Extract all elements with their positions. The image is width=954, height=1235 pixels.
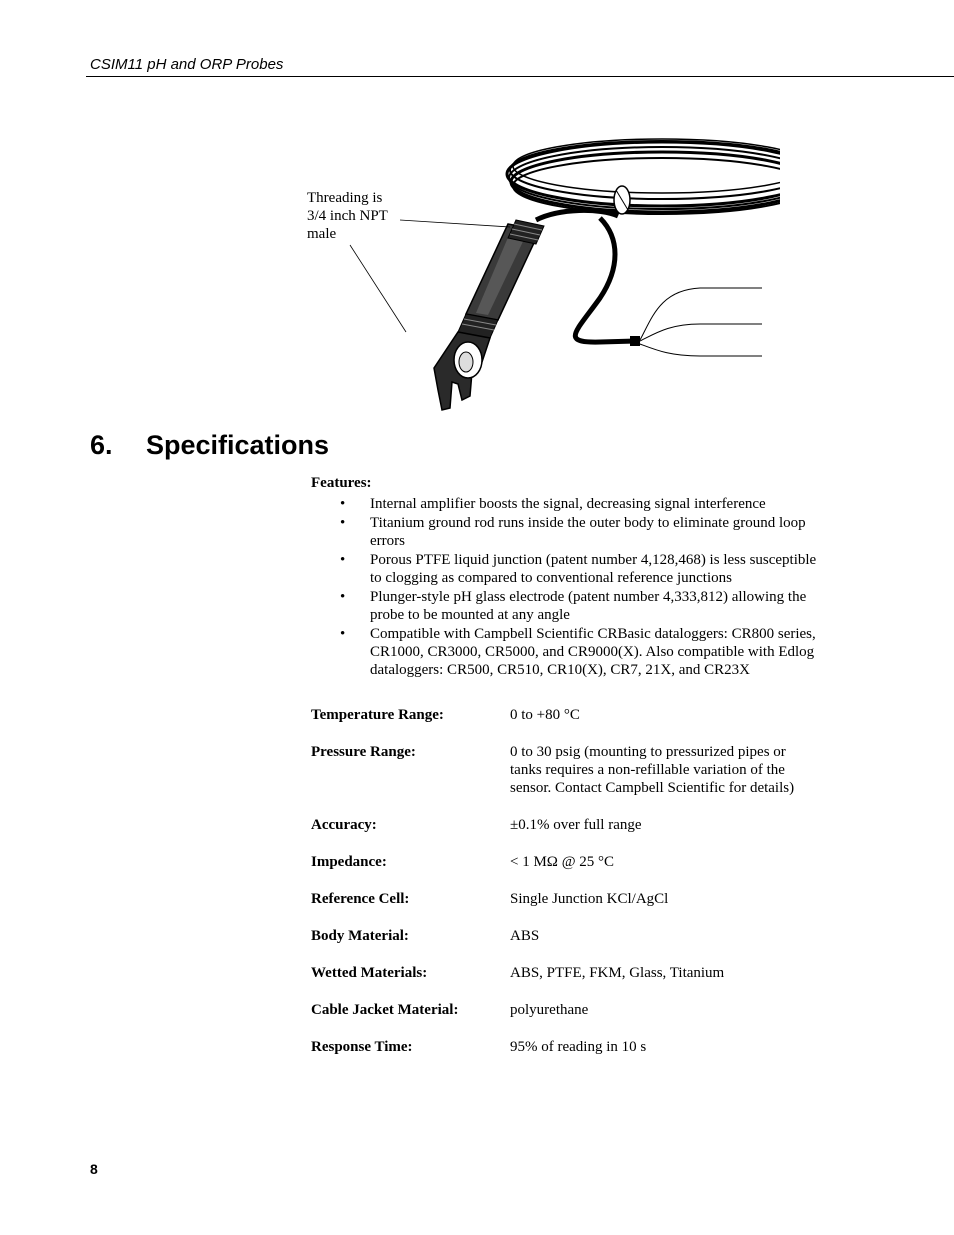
spec-row (311, 816, 821, 834)
spec-value: 0 to +80 °C (510, 707, 580, 723)
spec-label: Cable Jacket Material: (311, 1002, 459, 1018)
bullet-icon: • (340, 589, 346, 605)
page-number: 8 (90, 1161, 98, 1177)
probe-cable (536, 210, 618, 220)
list-item (311, 625, 821, 679)
spec-table (311, 706, 821, 1056)
spec-label: Response Time: (311, 1039, 413, 1055)
spec-row (311, 1001, 821, 1019)
header-rule (86, 76, 954, 77)
spec-row (311, 927, 821, 945)
spec-label: Temperature Range: (311, 707, 444, 723)
feature-text: Internal amplifier boosts the signal, decreasing signal interference (370, 496, 766, 512)
spec-row (311, 890, 821, 908)
spec-row (311, 743, 821, 797)
list-item (311, 495, 821, 513)
spec-label: Impedance: (311, 854, 387, 870)
spec-row (311, 706, 821, 724)
callout-line: 3/4 inch NPT (307, 208, 388, 224)
spec-label: Accuracy: (311, 817, 377, 833)
specifications-body (311, 474, 821, 1075)
probe-illustration (300, 128, 780, 424)
spec-value: 0 to 30 psig (mounting to pressurized pipes or tanks requires a non-refillable variation of the sensor. Contact Campbell Scientific for details) (510, 744, 795, 796)
feature-list (311, 495, 821, 679)
callout-line: male (307, 226, 337, 242)
section-number: 6. (90, 430, 113, 460)
spec-value: ABS (510, 928, 540, 944)
feature-text: Plunger-style pH glass electrode (patent number 4,333,812) allowing the probe to be mounted at any angle (370, 589, 807, 623)
threading-callout (307, 189, 407, 243)
probe-body (434, 220, 544, 410)
spec-label: Wetted Materials: (311, 965, 428, 981)
feature-text: Compatible with Campbell Scientific CRBasic dataloggers: CR800 series, CR1000, CR3000, CR5000, and CR9000(X). Also compatible with Edlog dataloggers: CR500, CR510, CR10(X), CR7, 21X, and CR23X (370, 626, 816, 678)
spec-row (311, 853, 821, 871)
spec-value: polyurethane (510, 1002, 589, 1018)
cable-coil (507, 139, 780, 214)
features-heading: Features: (311, 475, 372, 491)
list-item (311, 588, 821, 624)
spec-value: ±0.1% over full range (510, 817, 642, 833)
callout-line: Threading is (307, 190, 383, 206)
list-item (311, 514, 821, 550)
feature-text: Porous PTFE liquid junction (patent number 4,128,468) is less susceptible to clogging as compared to conventional reference junctions (370, 552, 817, 586)
spec-value: < 1 MΩ @ 25 °C (510, 854, 615, 870)
bullet-icon: • (340, 496, 346, 512)
cable-tie (614, 186, 630, 214)
lead-cable (575, 218, 636, 342)
feature-text: Titanium ground rod runs inside the outer body to eliminate ground loop errors (370, 515, 806, 549)
spec-value: 95% of reading in 10 s (510, 1039, 647, 1055)
spec-row (311, 964, 821, 982)
wire-leads (640, 288, 762, 356)
bullet-icon: • (340, 515, 346, 531)
section-heading (90, 430, 329, 461)
spec-label: Pressure Range: (311, 744, 416, 760)
spec-value: ABS, PTFE, FKM, Glass, Titanium (510, 965, 725, 981)
spec-row (311, 1038, 821, 1056)
list-item (311, 551, 821, 587)
bullet-icon: • (340, 626, 346, 642)
spec-value: Single Junction KCl/AgCl (510, 891, 669, 907)
running-header: CSIM11 pH and ORP Probes (90, 56, 284, 73)
section-title: Specifications (146, 430, 330, 460)
spec-label: Body Material: (311, 928, 409, 944)
spec-label: Reference Cell: (311, 891, 410, 907)
bullet-icon: • (340, 552, 346, 568)
